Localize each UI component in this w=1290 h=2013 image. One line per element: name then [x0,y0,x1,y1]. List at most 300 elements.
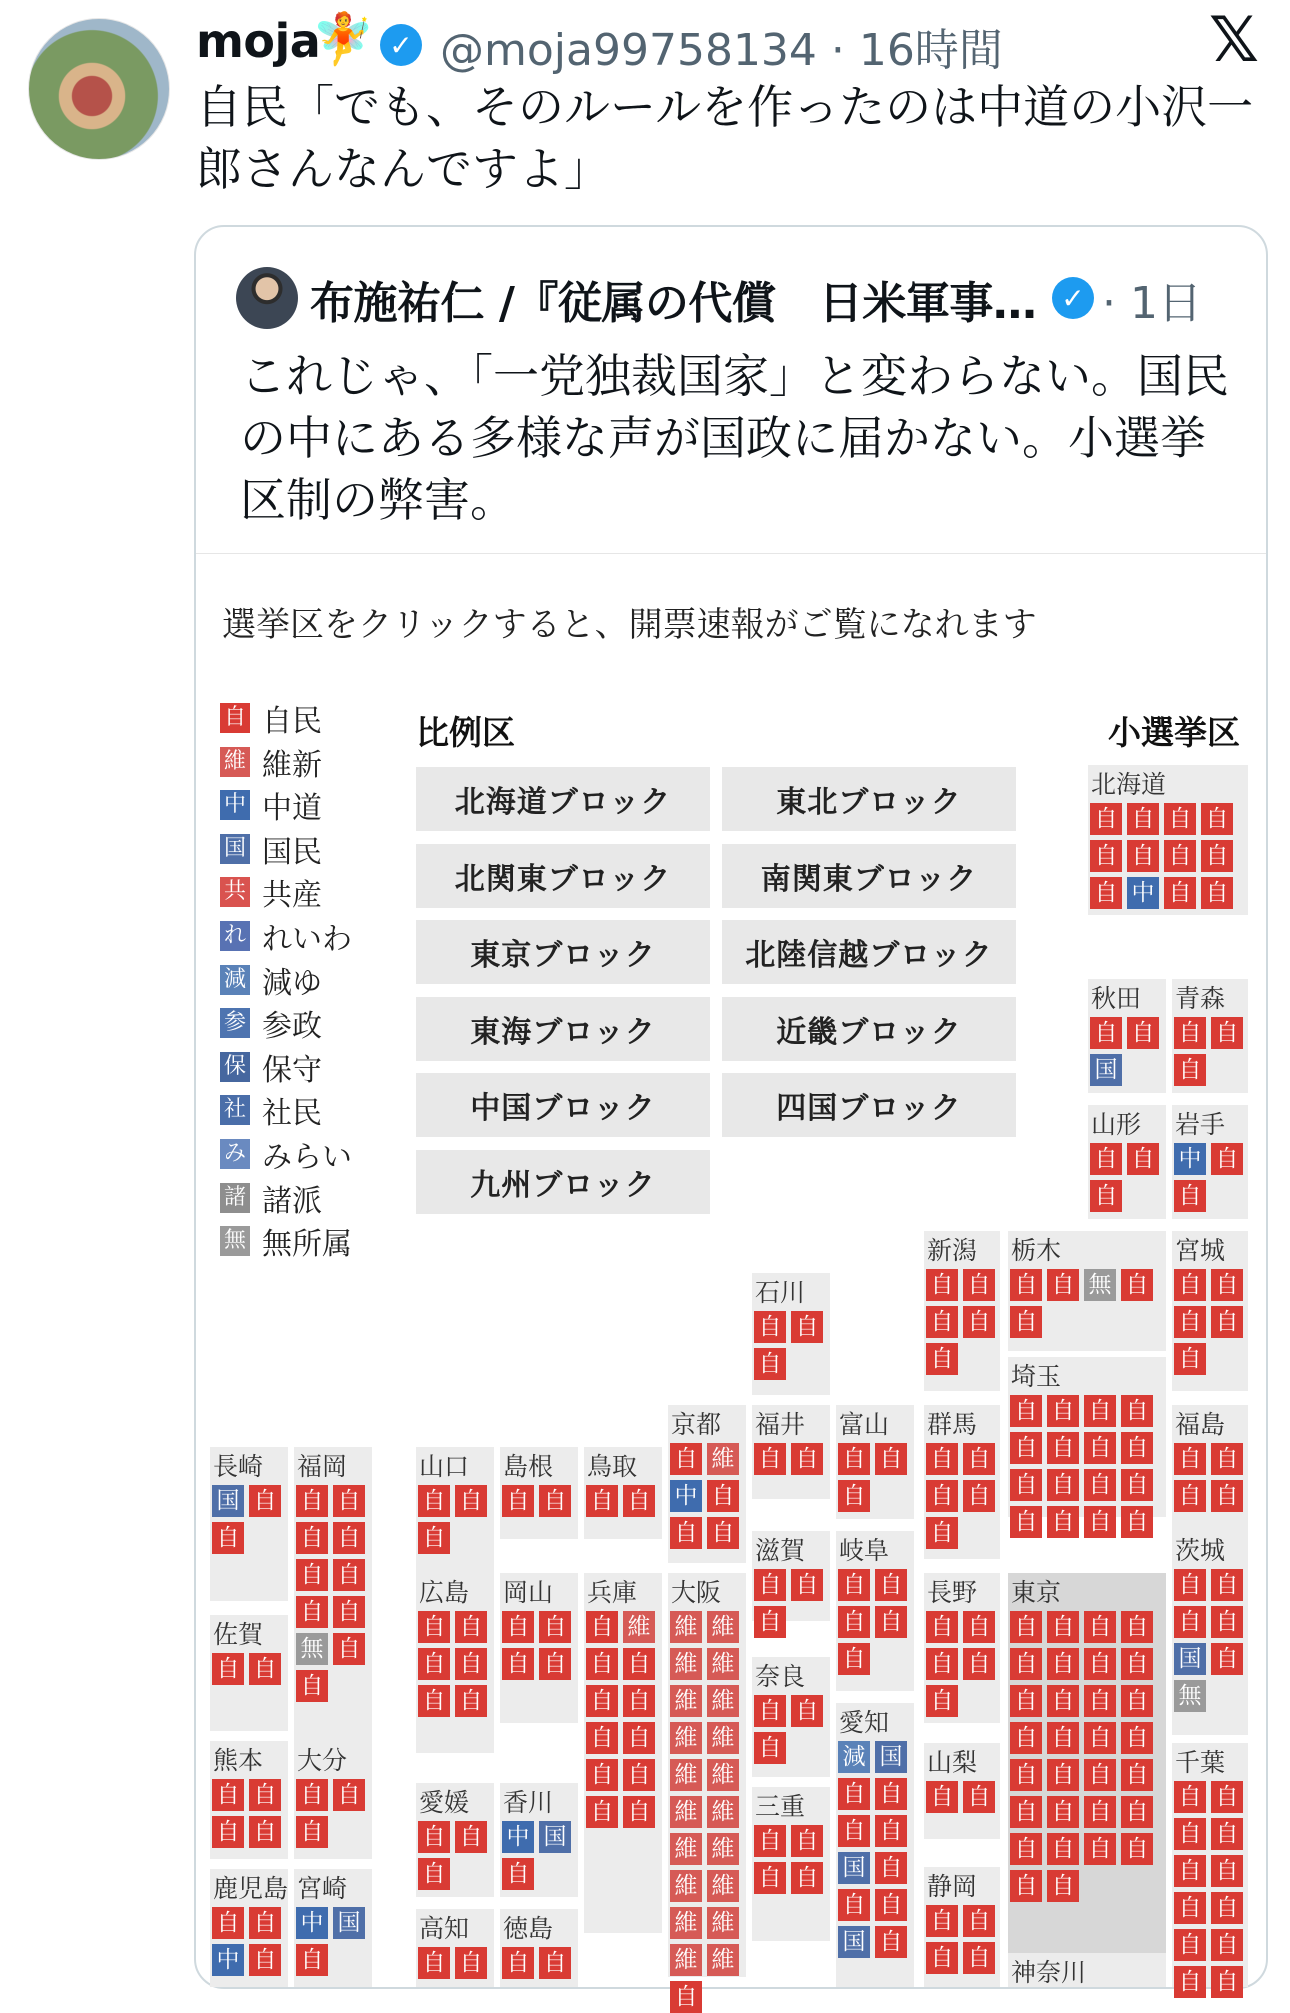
seat-chip[interactable]: 自 [791,1311,823,1343]
prefecture-box[interactable] [752,1531,830,1635]
seat-chip[interactable]: 自 [333,1633,365,1665]
seat-chip[interactable]: 自 [1211,1855,1243,1887]
seat-chip[interactable]: 維 [670,1759,702,1791]
seat-chip[interactable]: 減 [838,1741,870,1773]
seat-chip[interactable]: 自 [926,1942,958,1974]
seat-chip[interactable]: 自 [875,1815,907,1847]
seat-chip[interactable]: 自 [418,1685,450,1717]
seat-chip[interactable]: 自 [1047,1506,1079,1538]
seat-chip[interactable]: 自 [670,1981,702,2013]
seat-chip[interactable]: 維 [707,1796,739,1828]
user-avatar[interactable] [28,18,170,160]
seat-chip[interactable]: 自 [1084,1432,1116,1464]
seat-chip[interactable]: 自 [1010,1269,1042,1301]
seat-chip[interactable]: 自 [1211,1017,1243,1049]
seat-chip[interactable]: 自 [838,1643,870,1675]
prefecture-box[interactable] [1172,1231,1248,1391]
seat-chip[interactable]: 中 [1174,1143,1206,1175]
user-handle-time[interactable]: @moja99758134 · 16時間 [440,25,1003,76]
seat-chip[interactable]: 自 [1121,1269,1153,1301]
quoted-post-card[interactable] [194,225,1268,2010]
seat-chip[interactable]: 自 [296,1944,328,1976]
seat-chip[interactable]: 自 [754,1606,786,1638]
seat-chip[interactable]: 自 [926,1685,958,1717]
seat-chip[interactable]: 自 [1174,1480,1206,1512]
seat-chip[interactable]: 自 [296,1596,328,1628]
seat-chip[interactable]: 自 [1090,1143,1122,1175]
seat-chip[interactable]: 自 [502,1858,534,1890]
seat-chip[interactable]: 国 [838,1926,870,1958]
seat-chip[interactable]: 自 [623,1648,655,1680]
prefecture-box[interactable] [836,1703,914,1987]
prefecture-box[interactable] [1008,1953,1166,1987]
seat-chip[interactable]: 自 [791,1443,823,1475]
seat-chip[interactable]: 自 [1174,1569,1206,1601]
seat-chip[interactable]: 維 [670,1907,702,1939]
seat-chip[interactable]: 自 [539,1947,571,1979]
seat-chip[interactable]: 維 [707,1611,739,1643]
seat-chip[interactable]: 自 [707,1480,739,1512]
seat-chip[interactable]: 自 [791,1825,823,1857]
seat-chip[interactable]: 自 [1211,1966,1243,1998]
prefecture-box[interactable] [668,1405,746,1563]
seat-chip[interactable]: 自 [926,1781,958,1813]
x-logo-icon[interactable]: 𝕏 [1209,3,1259,76]
prefecture-box[interactable] [294,1447,372,1753]
seat-chip[interactable]: 自 [1174,1306,1206,1338]
seat-chip[interactable]: 維 [670,1648,702,1680]
prefecture-box[interactable] [584,1573,662,1933]
seat-chip[interactable]: 自 [418,1611,450,1643]
seat-chip[interactable]: 維 [670,1796,702,1828]
seat-chip[interactable]: 自 [1121,1648,1153,1680]
seat-chip[interactable]: 自 [1174,1606,1206,1638]
seat-chip[interactable]: 国 [838,1852,870,1884]
pr-block-button[interactable]: 九州ブロック [416,1150,710,1214]
seat-chip[interactable]: 自 [875,1889,907,1921]
pr-block-button[interactable]: 北海道ブロック [416,767,710,831]
pr-block-button[interactable]: 中国ブロック [416,1073,710,1137]
seat-chip[interactable]: 自 [1084,1611,1116,1643]
seat-chip[interactable]: 自 [1211,1929,1243,1961]
seat-chip[interactable]: 自 [1211,1480,1243,1512]
seat-chip[interactable]: 自 [1174,1269,1206,1301]
seat-chip[interactable]: 国 [333,1907,365,1939]
seat-chip[interactable]: 自 [791,1695,823,1727]
seat-chip[interactable]: 自 [1010,1870,1042,1902]
seat-chip[interactable]: 自 [418,1821,450,1853]
seat-chip[interactable]: 自 [502,1648,534,1680]
seat-chip[interactable]: 自 [791,1569,823,1601]
seat-chip[interactable]: 自 [1211,1606,1243,1638]
seat-chip[interactable]: 自 [1047,1395,1079,1427]
seat-chip[interactable]: 自 [1127,1143,1159,1175]
seat-chip[interactable]: 自 [296,1816,328,1848]
seat-chip[interactable]: 維 [670,1611,702,1643]
seat-chip[interactable]: 維 [707,1759,739,1791]
prefecture-box[interactable] [500,1573,578,1723]
seat-chip[interactable]: 自 [1127,803,1159,835]
seat-chip[interactable]: 自 [455,1685,487,1717]
seat-chip[interactable]: 自 [333,1485,365,1517]
seat-chip[interactable]: 自 [1121,1685,1153,1717]
seat-chip[interactable]: 自 [539,1611,571,1643]
prefecture-box[interactable] [1172,1531,1248,1735]
seat-chip[interactable]: 自 [1084,1395,1116,1427]
seat-chip[interactable]: 自 [296,1779,328,1811]
seat-chip[interactable]: 自 [1174,1966,1206,1998]
seat-chip[interactable]: 自 [249,1485,281,1517]
seat-chip[interactable]: 自 [212,1816,244,1848]
prefecture-box[interactable] [1008,1231,1166,1351]
seat-chip[interactable]: 維 [707,1685,739,1717]
prefecture-box[interactable] [294,1869,372,1987]
seat-chip[interactable]: 自 [1084,1685,1116,1717]
seat-chip[interactable]: 自 [418,1485,450,1517]
quoted-author-name[interactable]: 布施祐仁 /『従属の代償 日米軍事… [310,278,1037,329]
seat-chip[interactable]: 維 [670,1870,702,1902]
prefecture-box[interactable] [924,1743,1000,1839]
seat-chip[interactable]: 自 [1174,1180,1206,1212]
seat-chip[interactable]: 自 [539,1485,571,1517]
seat-chip[interactable]: 自 [418,1858,450,1890]
seat-chip[interactable]: 自 [1174,1443,1206,1475]
seat-chip[interactable]: 自 [249,1944,281,1976]
seat-chip[interactable]: 自 [1090,1180,1122,1212]
seat-chip[interactable]: 自 [1121,1759,1153,1791]
seat-chip[interactable]: 維 [707,1443,739,1475]
user-name[interactable]: moja [196,14,321,68]
pr-block-button[interactable]: 東海ブロック [416,997,710,1061]
seat-chip[interactable]: 自 [926,1517,958,1549]
seat-chip[interactable]: 自 [1211,1143,1243,1175]
seat-chip[interactable]: 自 [1010,1432,1042,1464]
seat-chip[interactable]: 自 [875,1852,907,1884]
seat-chip[interactable]: 維 [623,1611,655,1643]
seat-chip[interactable]: 自 [1010,1648,1042,1680]
seat-chip[interactable]: 自 [1010,1759,1042,1791]
seat-chip[interactable]: 自 [1121,1395,1153,1427]
seat-chip[interactable]: 自 [926,1905,958,1937]
seat-chip[interactable]: 自 [791,1862,823,1894]
seat-chip[interactable]: 自 [1084,1796,1116,1828]
seat-chip[interactable]: 自 [1010,1722,1042,1754]
seat-chip[interactable]: 自 [586,1485,618,1517]
seat-chip[interactable]: 国 [1174,1643,1206,1675]
seat-chip[interactable]: 自 [623,1759,655,1791]
seat-chip[interactable]: 自 [1121,1469,1153,1501]
seat-chip[interactable]: 自 [1211,1892,1243,1924]
seat-chip[interactable]: 自 [754,1695,786,1727]
seat-chip[interactable]: 自 [1127,1017,1159,1049]
seat-chip[interactable]: 国 [875,1741,907,1773]
prefecture-box[interactable] [1172,1105,1248,1219]
pr-block-button[interactable]: 北関東ブロック [416,844,710,908]
seat-chip[interactable]: 自 [1047,1611,1079,1643]
seat-chip[interactable]: 自 [1174,1818,1206,1850]
seat-chip[interactable]: 自 [623,1685,655,1717]
seat-chip[interactable]: 自 [455,1611,487,1643]
seat-chip[interactable]: 自 [838,1569,870,1601]
seat-chip[interactable]: 自 [1127,840,1159,872]
seat-chip[interactable]: 自 [926,1611,958,1643]
seat-chip[interactable]: 自 [1084,1506,1116,1538]
seat-chip[interactable]: 自 [623,1722,655,1754]
seat-chip[interactable]: 自 [963,1648,995,1680]
prefecture-box[interactable] [1172,979,1248,1093]
seat-chip[interactable]: 自 [1084,1469,1116,1501]
seat-chip[interactable]: 自 [1090,803,1122,835]
seat-chip[interactable]: 自 [838,1606,870,1638]
seat-chip[interactable]: 自 [586,1611,618,1643]
seat-chip[interactable]: 中 [296,1907,328,1939]
prefecture-box[interactable] [668,1573,746,2010]
seat-chip[interactable]: 自 [1084,1722,1116,1754]
seat-chip[interactable]: 自 [1211,1781,1243,1813]
seat-chip[interactable]: 自 [1174,1892,1206,1924]
seat-chip[interactable]: 自 [963,1306,995,1338]
seat-chip[interactable]: 自 [875,1778,907,1810]
seat-chip[interactable]: 自 [249,1907,281,1939]
seat-chip[interactable]: 自 [963,1942,995,1974]
seat-chip[interactable]: 自 [455,1821,487,1853]
pr-block-button[interactable]: 近畿ブロック [722,997,1016,1061]
seat-chip[interactable]: 維 [670,1685,702,1717]
seat-chip[interactable]: 無 [1084,1269,1116,1301]
prefecture-box[interactable] [1088,1105,1166,1219]
seat-chip[interactable]: 自 [1174,1929,1206,1961]
seat-chip[interactable]: 維 [707,1833,739,1865]
seat-chip[interactable]: 自 [1174,1855,1206,1887]
seat-chip[interactable]: 自 [296,1485,328,1517]
seat-chip[interactable]: 中 [1127,877,1159,909]
seat-chip[interactable]: 自 [963,1781,995,1813]
pr-block-button[interactable]: 北陸信越ブロック [722,920,1016,984]
prefecture-box[interactable] [416,1573,494,1723]
seat-chip[interactable]: 自 [212,1907,244,1939]
seat-chip[interactable]: 自 [963,1611,995,1643]
seat-chip[interactable]: 自 [1090,1017,1122,1049]
prefecture-box[interactable] [210,1869,288,1987]
seat-chip[interactable]: 自 [754,1443,786,1475]
seat-chip[interactable]: 自 [926,1343,958,1375]
prefecture-box[interactable] [1088,979,1166,1093]
seat-chip[interactable]: 自 [754,1732,786,1764]
seat-chip[interactable]: 自 [502,1947,534,1979]
seat-chip[interactable]: 自 [418,1648,450,1680]
seat-chip[interactable]: 自 [1121,1611,1153,1643]
prefecture-box[interactable] [924,1573,1000,1723]
prefecture-box[interactable] [500,1783,578,1897]
prefecture-box[interactable] [836,1405,914,1519]
prefecture-box[interactable] [584,1447,662,1539]
seat-chip[interactable]: 自 [754,1862,786,1894]
seat-chip[interactable]: 自 [333,1596,365,1628]
prefecture-box[interactable] [416,1909,494,1987]
seat-chip[interactable]: 自 [1121,1506,1153,1538]
seat-chip[interactable]: 自 [963,1443,995,1475]
seat-chip[interactable]: 自 [249,1779,281,1811]
prefecture-box[interactable] [924,1867,1000,1987]
prefecture-box[interactable] [1088,765,1248,915]
seat-chip[interactable]: 自 [586,1759,618,1791]
pr-block-button[interactable]: 四国ブロック [722,1073,1016,1137]
seat-chip[interactable]: 自 [455,1485,487,1517]
seat-chip[interactable]: 自 [1010,1796,1042,1828]
seat-chip[interactable]: 自 [1047,1722,1079,1754]
seat-chip[interactable]: 自 [1121,1833,1153,1865]
seat-chip[interactable]: 維 [707,1907,739,1939]
pr-block-button[interactable]: 東北ブロック [722,767,1016,831]
seat-chip[interactable]: 自 [670,1517,702,1549]
seat-chip[interactable]: 自 [963,1905,995,1937]
seat-chip[interactable]: 自 [1047,1833,1079,1865]
seat-chip[interactable]: 自 [333,1779,365,1811]
seat-chip[interactable]: 自 [1211,1569,1243,1601]
seat-chip[interactable]: 自 [754,1825,786,1857]
seat-chip[interactable]: 自 [212,1522,244,1554]
prefecture-box[interactable] [1172,1743,1248,1995]
seat-chip[interactable]: 自 [418,1947,450,1979]
seat-chip[interactable]: 自 [586,1722,618,1754]
seat-chip[interactable]: 自 [838,1480,870,1512]
pr-block-button[interactable]: 東京ブロック [416,920,710,984]
seat-chip[interactable]: 維 [707,1648,739,1680]
prefecture-box[interactable] [924,1231,1000,1391]
seat-chip[interactable]: 中 [502,1821,534,1853]
seat-chip[interactable]: 自 [1201,877,1233,909]
prefecture-box[interactable] [500,1909,578,1987]
prefecture-box[interactable] [1008,1357,1166,1535]
seat-chip[interactable]: 自 [875,1443,907,1475]
seat-chip[interactable]: 自 [1010,1611,1042,1643]
seat-chip[interactable]: 自 [707,1517,739,1549]
seat-chip[interactable]: 自 [296,1522,328,1554]
quoted-post-time[interactable]: · 1日 [1102,278,1202,329]
seat-chip[interactable]: 自 [754,1348,786,1380]
seat-chip[interactable]: 自 [1211,1443,1243,1475]
seat-chip[interactable]: 自 [1047,1648,1079,1680]
seat-chip[interactable]: 自 [1047,1269,1079,1301]
seat-chip[interactable]: 自 [1047,1796,1079,1828]
seat-chip[interactable]: 自 [1174,1017,1206,1049]
seat-chip[interactable]: 自 [1164,840,1196,872]
seat-chip[interactable]: 自 [1010,1395,1042,1427]
seat-chip[interactable]: 自 [1211,1269,1243,1301]
seat-chip[interactable]: 自 [586,1648,618,1680]
prefecture-box[interactable] [500,1447,578,1539]
seat-chip[interactable]: 自 [1084,1648,1116,1680]
seat-chip[interactable]: 国 [539,1821,571,1853]
prefecture-box[interactable] [210,1741,288,1859]
prefecture-box[interactable] [752,1405,830,1499]
seat-chip[interactable]: 自 [1010,1306,1042,1338]
seat-chip[interactable]: 自 [1047,1759,1079,1791]
seat-chip[interactable]: 自 [1201,840,1233,872]
seat-chip[interactable]: 中 [670,1480,702,1512]
seat-chip[interactable]: 自 [1121,1796,1153,1828]
prefecture-box[interactable] [752,1657,830,1777]
seat-chip[interactable]: 自 [926,1443,958,1475]
seat-chip[interactable]: 自 [455,1947,487,1979]
seat-chip[interactable]: 国 [212,1485,244,1517]
seat-chip[interactable]: 自 [455,1648,487,1680]
seat-chip[interactable]: 自 [926,1480,958,1512]
seat-chip[interactable]: 自 [418,1522,450,1554]
seat-chip[interactable]: 自 [249,1816,281,1848]
seat-chip[interactable]: 自 [212,1779,244,1811]
seat-chip[interactable]: 国 [1090,1054,1122,1086]
seat-chip[interactable]: 自 [1047,1685,1079,1717]
seat-chip[interactable]: 自 [838,1889,870,1921]
seat-chip[interactable]: 自 [1211,1306,1243,1338]
seat-chip[interactable]: 自 [963,1269,995,1301]
seat-chip[interactable]: 自 [754,1569,786,1601]
seat-chip[interactable]: 自 [926,1269,958,1301]
seat-chip[interactable]: 自 [586,1796,618,1828]
seat-chip[interactable]: 自 [1010,1685,1042,1717]
seat-chip[interactable]: 無 [296,1633,328,1665]
seat-chip[interactable]: 自 [1084,1833,1116,1865]
seat-chip[interactable]: 維 [670,1722,702,1754]
pr-block-button[interactable]: 南関東ブロック [722,844,1016,908]
seat-chip[interactable]: 自 [875,1926,907,1958]
seat-chip[interactable]: 自 [754,1311,786,1343]
seat-chip[interactable]: 維 [707,1722,739,1754]
seat-chip[interactable]: 自 [926,1648,958,1680]
seat-chip[interactable]: 自 [1164,877,1196,909]
seat-chip[interactable]: 自 [623,1485,655,1517]
seat-chip[interactable]: 自 [502,1485,534,1517]
seat-chip[interactable]: 自 [1084,1759,1116,1791]
seat-chip[interactable]: 自 [1121,1432,1153,1464]
seat-chip[interactable]: 自 [926,1306,958,1338]
prefecture-box[interactable] [836,1531,914,1691]
prefecture-box[interactable] [924,1405,1000,1559]
seat-chip[interactable]: 自 [1174,1781,1206,1813]
seat-chip[interactable]: 自 [586,1685,618,1717]
prefecture-box[interactable] [294,1741,372,1859]
prefecture-box[interactable] [210,1615,288,1731]
seat-chip[interactable]: 自 [1047,1432,1079,1464]
seat-chip[interactable]: 維 [707,1944,739,1976]
seat-chip[interactable]: 自 [539,1648,571,1680]
seat-chip[interactable]: 無 [1174,1680,1206,1712]
seat-chip[interactable]: 自 [1090,877,1122,909]
prefecture-box[interactable] [416,1783,494,1897]
seat-chip[interactable]: 自 [875,1606,907,1638]
seat-chip[interactable]: 自 [1121,1722,1153,1754]
prefecture-box[interactable] [210,1447,288,1601]
seat-chip[interactable]: 自 [838,1815,870,1847]
seat-chip[interactable]: 自 [1211,1643,1243,1675]
seat-chip[interactable]: 自 [875,1569,907,1601]
seat-chip[interactable]: 維 [670,1833,702,1865]
seat-chip[interactable]: 自 [1164,803,1196,835]
seat-chip[interactable]: 維 [707,1870,739,1902]
seat-chip[interactable]: 自 [670,1443,702,1475]
seat-chip[interactable]: 自 [1090,840,1122,872]
seat-chip[interactable]: 自 [296,1670,328,1702]
seat-chip[interactable]: 自 [1047,1469,1079,1501]
seat-chip[interactable]: 自 [333,1559,365,1591]
seat-chip[interactable]: 自 [623,1796,655,1828]
seat-chip[interactable]: 自 [1010,1469,1042,1501]
prefecture-box[interactable] [1008,1573,1166,1977]
seat-chip[interactable]: 自 [1047,1870,1079,1902]
seat-chip[interactable]: 自 [1211,1818,1243,1850]
seat-chip[interactable]: 自 [249,1653,281,1685]
